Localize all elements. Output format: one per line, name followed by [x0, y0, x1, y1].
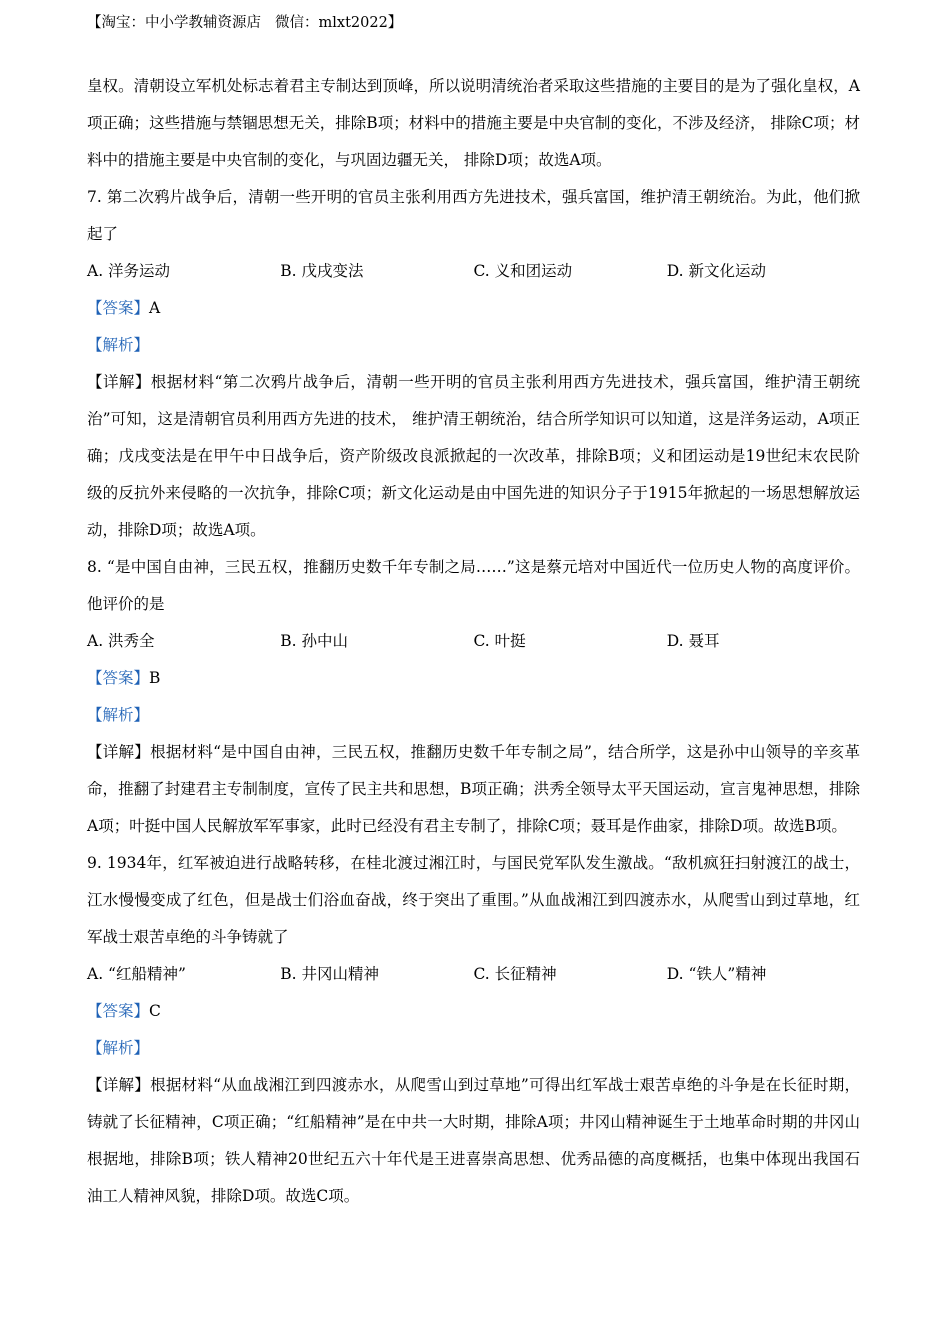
question-stem: 7. 第二次鸦片战争后，清朝一些开明的官员主张利用西方先进技术，强兵富国，维护清王朝统治。为此，他们掀起了: [87, 188, 860, 243]
option-b: B. 孙中山: [280, 632, 348, 650]
detail-paragraph: [87, 734, 860, 845]
answer-label: 【答案】: [87, 1002, 150, 1020]
question-7: [87, 179, 860, 549]
analysis-label: 【解析】: [87, 706, 150, 724]
document-body: [87, 68, 860, 1215]
option-b: B. 井冈山精神: [280, 965, 379, 983]
analysis-label: 【解析】: [87, 336, 150, 354]
answer-label: 【答案】: [87, 669, 150, 687]
option-a: A. 洋务运动: [87, 262, 171, 280]
option-c: C. 义和团运动: [473, 262, 573, 280]
answer-label: 【答案】: [87, 299, 150, 317]
detail-paragraph: [87, 364, 860, 549]
option-b: B. 戊戌变法: [280, 262, 364, 280]
option-a: A. 洪秀全: [87, 632, 155, 650]
answer-line: [87, 660, 860, 697]
option-list: [87, 956, 860, 993]
option-c: C. 叶挺: [473, 632, 526, 650]
detail-text: 根据材料“是中国自由神，三民五权，推翻历史数千年专制之局”，结合所学，这是孙中山领导的辛亥革命，推翻了封建君主专制制度，宣传了民主共和思想，B项正确；洪秀全领导太平天国运动，宣言鬼神思想，排除A项；叶挺中国人民解放军军事家，此时已经没有君主专制了，排除C项；聂耳是作曲家，排除D项。故选B项。: [87, 743, 860, 835]
answer-line: [87, 290, 860, 327]
answer-value: B: [149, 669, 161, 687]
option-a: A. “红船精神”: [87, 965, 186, 983]
header-wechat: 微信：mlxt2022】: [275, 15, 403, 31]
option-c: C. 长征精神: [473, 965, 557, 983]
detail-paragraph: [87, 1067, 860, 1215]
option-d: D. 聂耳: [666, 632, 720, 650]
option-d: D. 新文化运动: [666, 262, 766, 280]
watermark-header: [87, 13, 402, 33]
question-8: [87, 549, 860, 845]
detail-text: 根据材料“从血战湘江到四渡赤水，从爬雪山到过草地”可得出红军战士艰苦卓绝的斗争是在长征时期，铸就了长征精神，C项正确；“红船精神”是在中共一大时期，排除A项；井冈山精神诞生于土地革命时期的井冈山根据地，排除B项；铁人精神20世纪五六十年代是王进喜崇高思想、优秀品德的高度概括，也集中体现出我国石油工人精神风貌，排除D项。故选C项。: [87, 1076, 860, 1205]
question-stem: 8. “是中国自由神，三民五权，推翻历史数千年专制之局……”这是蔡元培对中国近代一位历史人物的高度评价。他评价的是: [87, 558, 860, 613]
intro-paragraph: 皇权。清朝设立军机处标志着君主专制达到顶峰，所以说明清统治者采取这些措施的主要目的是为了强化皇权，A项正确；这些措施与禁锢思想无关，排除B项；材料中的措施主要是中央官制的变化，不涉及经济， 排除C项；材料中的措施主要是中央官制的变化，与巩固边疆无关， 排除D项；故选A项。: [87, 77, 860, 169]
option-d: D. “铁人”精神: [666, 965, 767, 983]
header-shop: 【淘宝：中小学教辅资源店: [87, 15, 261, 31]
detail-label: 【详解】: [87, 1076, 151, 1094]
detail-text: 根据材料“第二次鸦片战争后，清朝一些开明的官员主张利用西方先进技术，强兵富国，维护清王朝统治”可知，这是清朝官员利用西方先进的技术， 维护清王朝统治，结合所学知识可以知道，这是洋务运动，A项正确；戊戌变法是在甲午中日战争后，资产阶级改良派掀起的一次改革，排除B项；义和团运动是19世纪末农民阶级的反抗外来侵略的一次抗争，排除C项；新文化运动是由中国先进的知识分子于1915年掀起的一场思想解放运动，排除D项；故选A项。: [87, 373, 860, 539]
option-list: [87, 623, 860, 660]
detail-label: 【详解】: [87, 373, 151, 391]
analysis-line: [87, 1030, 860, 1067]
answer-line: [87, 993, 860, 1030]
analysis-line: [87, 697, 860, 734]
answer-value: C: [149, 1002, 161, 1020]
question-stem: 9. 1934年，红军被迫进行战略转移，在桂北渡过湘江时，与国民党军队发生激战。“敌机疯狂扫射渡江的战士，江水慢慢变成了红色，但是战士们浴血奋战，终于突出了重围。”从血战湘江到四渡赤水，从爬雪山到过草地，红军战士艰苦卓绝的斗争铸就了: [87, 854, 860, 946]
analysis-line: [87, 327, 860, 364]
analysis-label: 【解析】: [87, 1039, 150, 1057]
question-9: [87, 845, 860, 1215]
option-list: [87, 253, 860, 290]
detail-label: 【详解】: [87, 743, 151, 761]
answer-value: A: [149, 299, 161, 317]
